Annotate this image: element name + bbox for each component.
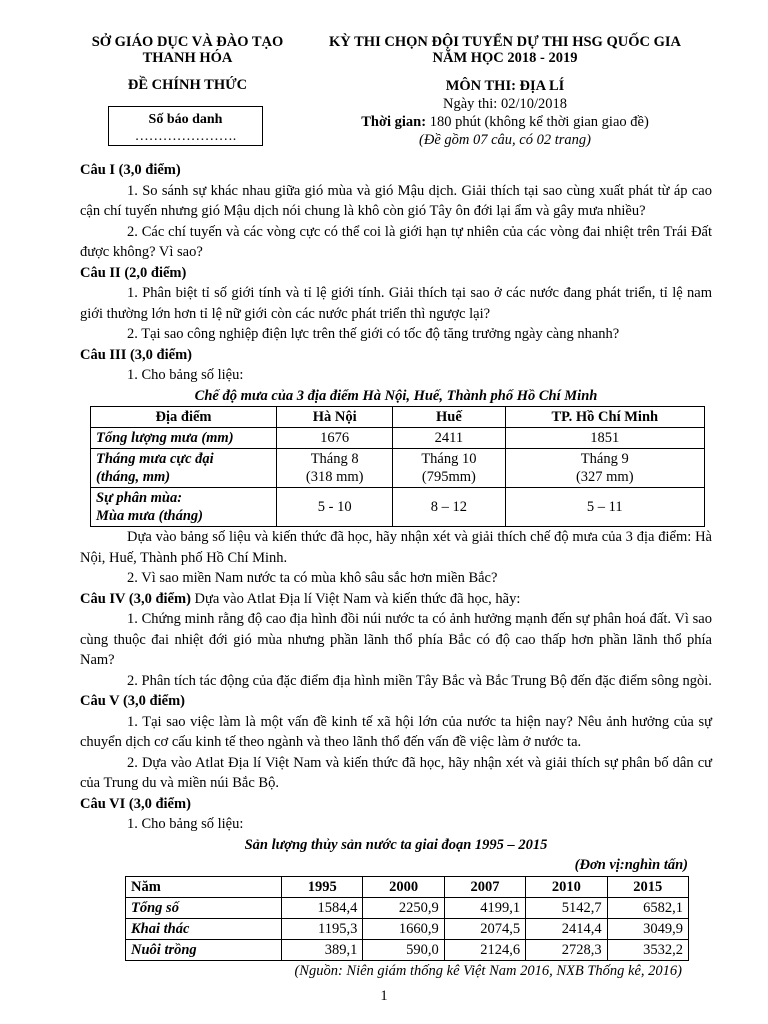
- row-label: Tổng số: [126, 897, 282, 918]
- table-cell: 5 - 10: [277, 488, 393, 527]
- exam-duration: [305, 113, 705, 131]
- duration-value: 180 phút (không kể thời gian giao đề): [426, 114, 649, 130]
- question-1-part-1: 1. So sánh sự khác nhau giữa gió mùa và gió Mậu dịch. Giải thích tại sao cùng xuất phát từ áp cao cận chí tuyến nhưng gió Mậu dịch nói chung là khô còn gió Tây ôn đới lại ẩm và gây mưa nhiều?: [80, 182, 712, 219]
- question-6-intro: 1. Cho bảng số liệu:: [127, 816, 244, 832]
- fishery-table: [125, 876, 689, 961]
- rainfall-table: [90, 406, 705, 527]
- department-header: [80, 34, 295, 66]
- page-number: 1: [380, 988, 388, 1004]
- table-cell: 2414,4: [526, 918, 607, 939]
- rainfall-table-caption: Chế độ mưa của 3 địa điểm Hà Nội, Huế, Thành phố Hồ Chí Minh: [194, 387, 598, 404]
- question-6-title: Câu VI (3,0 điểm): [80, 795, 191, 812]
- fishery-table-caption: Sản lượng thủy sản nước ta giai đoạn 1995 – 2015: [244, 836, 548, 853]
- table-cell: 590,0: [363, 939, 444, 960]
- table-row: [126, 897, 689, 918]
- question-1-part-2: 2. Các chí tuyến và các vòng cực có thể coi là giới hạn tự nhiên của các vòng đai nhiệt trên Trái Đất được không? Vì sao?: [80, 223, 712, 260]
- question-3-task: Dựa vào bảng số liệu và kiến thức đã học, hãy nhận xét và giải thích chế độ mưa của 3 địa điểm: Hà Nội, Huế, Thành phố Hồ Chí Minh.: [80, 529, 712, 566]
- province-name: THANH HÓA: [142, 50, 233, 66]
- row-label: Khai thác: [126, 918, 282, 939]
- table-header-row: [126, 876, 689, 897]
- table-header-cell: 2010: [526, 876, 607, 897]
- table-cell: 5142,7: [526, 897, 607, 918]
- cell-line: Tháng 8: [310, 451, 359, 467]
- cell-line: (795mm): [421, 469, 476, 485]
- table-cell: 2250,9: [363, 897, 444, 918]
- table-header-row: [91, 407, 705, 428]
- table-cell: [505, 449, 704, 488]
- question-1-title: Câu I (3,0 điểm): [80, 162, 181, 178]
- question-2-title: Câu II (2,0 điểm): [80, 264, 187, 281]
- row-label: Tổng lượng mưa (mm): [91, 428, 277, 449]
- exam-content: [80, 160, 712, 981]
- table-cell: 1584,4: [282, 897, 363, 918]
- table-cell: 2728,3: [526, 939, 607, 960]
- question-4-title: Câu IV (3,0 điểm): [80, 590, 191, 607]
- question-4-heading: [80, 589, 712, 610]
- table-header-cell: 2000: [363, 876, 444, 897]
- table-cell: 5 – 11: [505, 488, 704, 527]
- cell-line: Tháng 9: [580, 451, 629, 467]
- fishery-table-source: (Nguồn: Niên giám thống kê Việt Nam 2016, NXB Thống kê, 2016): [294, 962, 682, 979]
- table-cell: 2074,5: [444, 918, 525, 939]
- cell-line: Tháng 10: [421, 451, 477, 467]
- table-cell: 2411: [393, 428, 505, 449]
- table-row: [91, 488, 705, 527]
- exam-header: [305, 34, 705, 66]
- table-cell: 1851: [505, 428, 704, 449]
- school-year: NĂM HỌC 2018 - 2019: [432, 50, 578, 66]
- question-2-part-1: 1. Phân biệt tỉ số giới tính và tỉ lệ giới tính. Giải thích tại sao ở các nước đang phát triển, tỉ lệ nam giới thường lớn hơn tỉ lệ nữ giới còn các nước phát triển thì ngược lại?: [80, 285, 712, 322]
- row-label: Nuôi trồng: [126, 939, 282, 960]
- table-header-cell: 1995: [282, 876, 363, 897]
- table-cell: 3049,9: [607, 918, 688, 939]
- table-cell: 389,1: [282, 939, 363, 960]
- fishery-table-unit: (Đơn vị:nghìn tấn): [574, 857, 688, 873]
- candidate-number-dots: ………………….: [134, 129, 237, 144]
- duration-label: Thời gian:: [361, 114, 427, 130]
- table-header-cell: 2007: [444, 876, 525, 897]
- candidate-number-box: [108, 106, 263, 146]
- exam-info: [305, 77, 705, 149]
- exam-note: (Đề gồm 07 câu, có 02 trang): [419, 132, 591, 148]
- table-cell: 1195,3: [282, 918, 363, 939]
- table-header-cell: Địa điểm: [91, 407, 277, 428]
- table-cell: 8 – 12: [393, 488, 505, 527]
- table-header-cell: Hà Nội: [277, 407, 393, 428]
- row-label-line: Sự phân mùa:: [96, 490, 183, 506]
- table-row: [91, 428, 705, 449]
- cell-line: (318 mm): [305, 469, 364, 485]
- table-row: [126, 918, 689, 939]
- row-label-line: Tháng mưa cực đại: [96, 451, 214, 467]
- table-row: [91, 449, 705, 488]
- exam-date: Ngày thi: 02/10/2018: [442, 96, 568, 112]
- question-5-part-2: 2. Dựa vào Atlat Địa lí Việt Nam và kiến thức đã học, hãy nhận xét và giải thích sự phân bố dân cư của Trung du và miền núi Bắc Bộ.: [80, 754, 712, 791]
- question-5-part-1: 1. Tại sao việc làm là một vấn đề kinh tế xã hội lớn của nước ta hiện nay? Nêu ảnh hưởng của sự chuyển dịch cơ cấu kinh tế theo ngành và theo lãnh thổ đến vấn đề việc làm ở nước ta.: [80, 713, 712, 750]
- table-header-cell: Năm: [126, 876, 282, 897]
- table-row: [126, 939, 689, 960]
- question-4-instruction: Dựa vào Atlat Địa lí Việt Nam và kiến thức đã học, hãy:: [190, 590, 521, 607]
- table-header-cell: 2015: [607, 876, 688, 897]
- question-3-title: Câu III (3,0 điểm): [80, 346, 192, 363]
- exam-title: KỲ THI CHỌN ĐỘI TUYỂN DỰ THI HSG QUỐC GIA: [329, 34, 681, 50]
- question-5-title: Câu V (3,0 điểm): [80, 693, 185, 709]
- table-cell: 1660,9: [363, 918, 444, 939]
- question-3-part-2: 2. Vì sao miền Nam nước ta có mùa khô sâu sắc hơn miền Bắc?: [127, 570, 498, 586]
- question-4-part-1: 1. Chứng minh rằng độ cao địa hình đồi núi nước ta có ảnh hưởng mạnh đến sự phân hoá đất. Vì sao cùng thuộc đai nhiệt đới gió mùa nhưng phần lãnh thổ phía Bắc có độ cao thấp hơn phần lãnh thổ phía Nam?: [80, 611, 712, 668]
- question-4-part-2: 2. Phân tích tác động của đặc điểm địa hình miền Tây Bắc và Bắc Trung Bộ đến đặc điểm sông ngòi.: [127, 672, 712, 689]
- question-2-part-2: 2. Tại sao công nghiệp điện lực trên thế giới có tốc độ tăng trưởng ngày càng nhanh?: [127, 326, 620, 342]
- department-name: SỞ GIÁO DỤC VÀ ĐÀO TẠO: [91, 34, 284, 50]
- row-label-line: Mùa mưa (tháng): [96, 508, 203, 524]
- cell-line: (327 mm): [575, 469, 634, 485]
- candidate-number-label: Số báo danh: [148, 112, 223, 127]
- table-cell: [277, 449, 393, 488]
- row-label: [91, 488, 277, 527]
- table-cell: 3532,2: [607, 939, 688, 960]
- subject: MÔN THI: ĐỊA LÍ: [445, 78, 565, 94]
- official-label: ĐỀ CHÍNH THỨC: [127, 77, 248, 93]
- table-cell: 6582,1: [607, 897, 688, 918]
- table-cell: 1676: [277, 428, 393, 449]
- table-cell: 4199,1: [444, 897, 525, 918]
- question-3-intro: 1. Cho bảng số liệu:: [127, 367, 244, 383]
- table-header-cell: Huế: [393, 407, 505, 428]
- table-header-cell: TP. Hồ Chí Minh: [505, 407, 704, 428]
- table-cell: 2124,6: [444, 939, 525, 960]
- row-label: [91, 449, 277, 488]
- row-label-line: (tháng, mm): [96, 469, 171, 485]
- table-cell: [393, 449, 505, 488]
